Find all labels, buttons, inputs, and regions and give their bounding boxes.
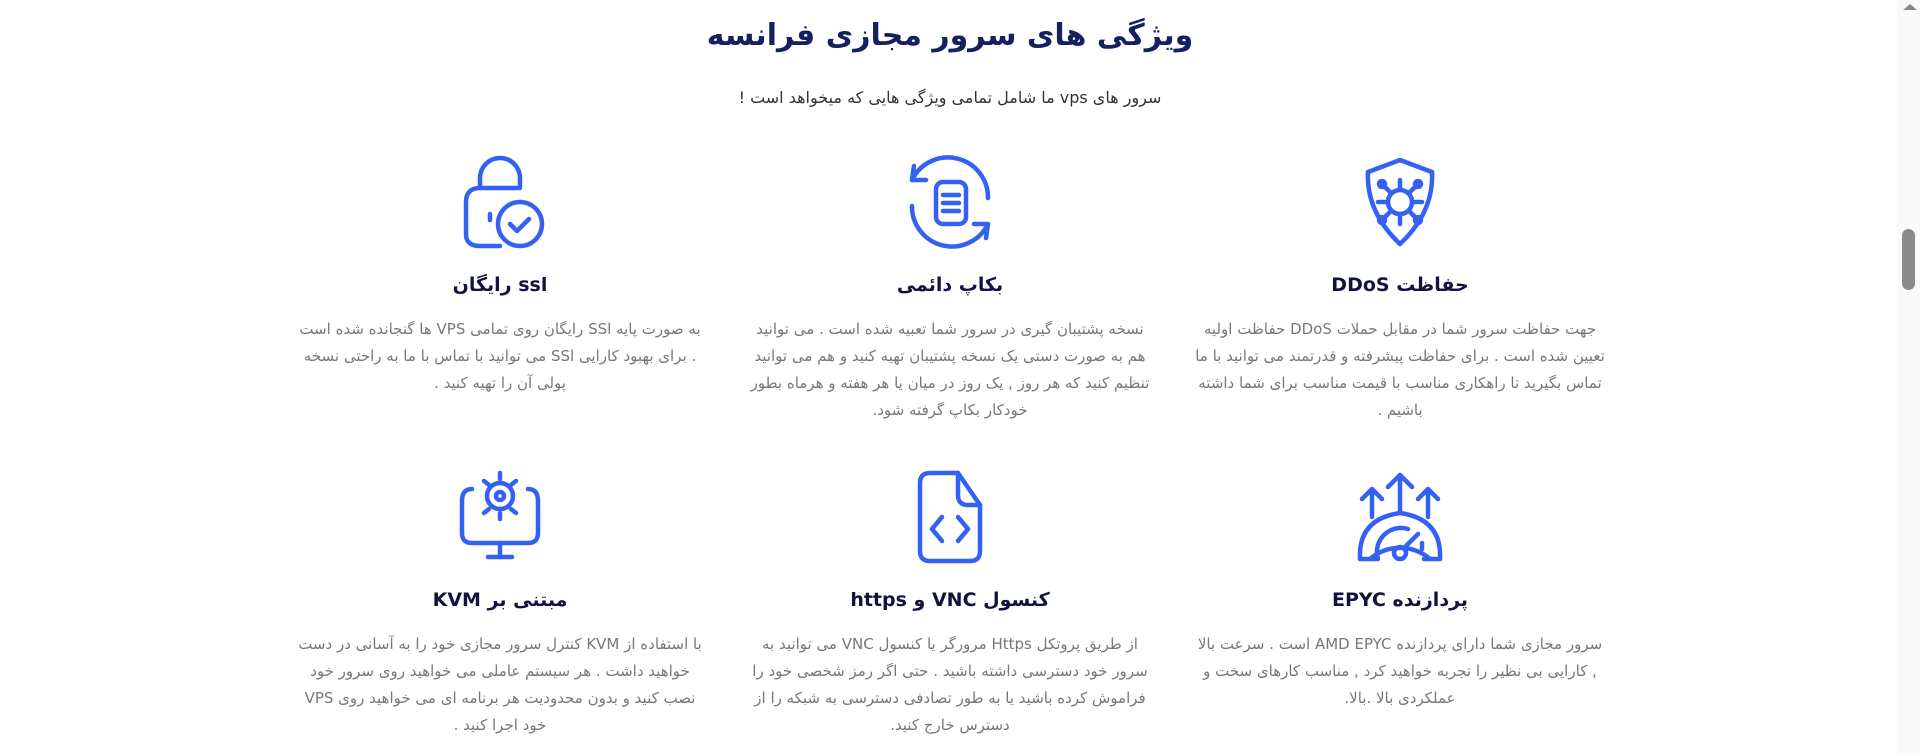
feature-description: به صورت پایه SSl رایگان روی تمامی VPS ها گنجانده شده است . برای بهبود کارایی SSl می توانید با تماس با ما به راحتی نسخه پولی آن را تهیه کنید . bbox=[299, 320, 701, 392]
feature-description: جهت حفاظت سرور شما در مقابل حملات DDoS حفاظت اولیه تعیین شده است . برای حفاظت پیشرفته و قدرتمند می توانید با ما تماس بگیرید تا راهکاری مناسب با قیمت مناسب برای شما داشته باشیم . bbox=[1195, 320, 1605, 419]
feature-description: نسخه پشتیبان گیری در سرور شما تعبیه شده است . می توانید هم به صورت دستی یک نسخه پشتیبان تهیه کنید و هم می توانید تنظیم کنید که هر روز , یک روز در میان یا هر هفته و هرماه بطور خودکار بکاپ گرفته شود. bbox=[750, 320, 1150, 419]
vertical-scrollbar[interactable] bbox=[1897, 0, 1920, 755]
backup-sync-icon bbox=[898, 150, 1002, 254]
shield-virus-icon bbox=[1348, 150, 1452, 254]
feature-title: کنسول VNC و https bbox=[850, 589, 1050, 611]
feature-title: بکاپ دائمی bbox=[896, 274, 1004, 296]
feature-card-ssl bbox=[275, 150, 725, 424]
feature-title: ssl رایگان bbox=[452, 274, 548, 296]
feature-card-backup bbox=[725, 150, 1175, 424]
feature-description: از طریق پروتکل Https مرورگر یا کنسول VNC می توانید به سرور خود دسترسی داشته باشید . حتی اگر رمز شخصی خود را فراموش کرده باشید یا به طور تصادفی دسترسی به شبکه را از دسترس خارج کنید. bbox=[752, 635, 1148, 734]
page-subtitle: سرور های vps ما شامل تمامی ویژگی هایی که میخواهد است ! bbox=[738, 88, 1162, 107]
feature-title: حفاظت DDoS bbox=[1331, 274, 1469, 296]
features-row-1 bbox=[275, 150, 1625, 424]
feature-card-vnc bbox=[725, 465, 1175, 739]
monitor-gear-icon bbox=[448, 465, 552, 569]
features-row-2 bbox=[275, 465, 1625, 739]
lock-check-icon bbox=[448, 150, 552, 254]
scrollbar-thumb[interactable] bbox=[1902, 229, 1915, 290]
scroll-up-arrow-icon[interactable] bbox=[1903, 4, 1917, 10]
feature-card-ddos bbox=[1175, 150, 1625, 424]
feature-description: سرور مجازی شما دارای پردازنده AMD EPYC است . سرعت بالا , کارایی بی نظیر را تجربه خواهید کرد , مناسب کارهای سخت و عملکردی بالا .بالا. bbox=[1197, 635, 1603, 707]
feature-title: مبتنی بر KVM bbox=[432, 589, 568, 611]
feature-card-kvm bbox=[275, 465, 725, 739]
code-file-icon bbox=[898, 465, 1002, 569]
page-title: ویژگی های سرور مجازی فرانسه bbox=[706, 18, 1194, 53]
feature-title: پردازنده EPYC bbox=[1331, 589, 1469, 611]
feature-card-epyc bbox=[1175, 465, 1625, 739]
speedometer-arrows-icon bbox=[1348, 465, 1452, 569]
feature-description: با استفاده از KVM کنترل سرور مجازی خود را به آسانی در دست خواهید داشت . هر سیستم عاملی می خواهید روی سرور خود نصب کنید و بدون محدودیت هر برنامه ای می خواهید روی VPS خود اجرا کنید . bbox=[298, 635, 702, 734]
